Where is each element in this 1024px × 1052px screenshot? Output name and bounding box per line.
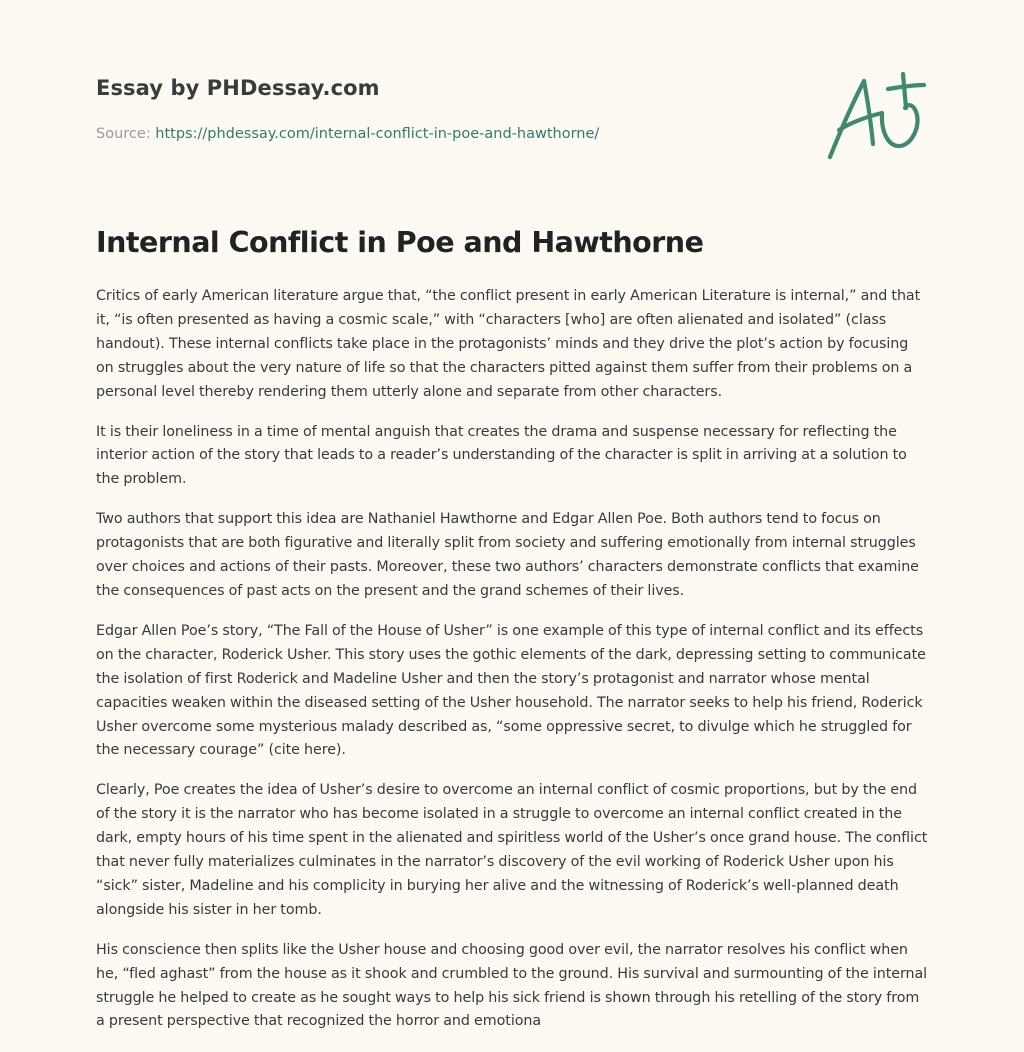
page-header [96,76,796,142]
paragraph: Edgar Allen Poe’s story, “The Fall of the House of Usher” is one example of this type of internal conflict and its effects on the character, Roderick Usher. This story uses the gothic elements of the dark, depressing setting to communicate the isolation of first Roderick and Madeline Usher and then the story’s protagonist and narrator whose mental capacities weaken within the diseased setting of the Usher household. The narrator seeks to help his friend, Roderick Usher overcome some mysterious malady described as, “some oppressive secret, to divulge which he struggled for the necessary courage” (cite here). [96,622,926,759]
source-line [96,126,796,142]
source-label: Source: [96,126,156,142]
source-link[interactable]: https://phdessay.com/internal-conflict-in-poe-and-hawthorne/ [155,126,600,142]
paragraph: Clearly, Poe creates the idea of Usher’s desire to overcome an internal conflict of cosmic proportions, but by the end of the story it is the narrator who has become isolated in a struggle to overcome an internal conflict created in the dark, empty hours of his time spent in the alienated and spiritless world of the Usher’s once grand house. The conflict that never fully materializes culminates in the narrator’s discovery of the evil working of Roderick Usher upon his “sick” sister, Madeline and his complicity in burying her alive and the witnessing of Roderick’s well-planned death alongside his sister in her tomb. [96,782,928,918]
article-title: Internal Conflict in Poe and Hawthorne [96,226,704,259]
brand-title: Essay by PHDessay.com [96,76,380,100]
paragraph: His conscience then splits like the Usher house and choosing good over evil, the narrator resolves his conflict when he, “fled aghast” from the house as it shook and crumbled to the ground. His survival and surmounting of the internal struggle he helped to create as he sought ways to help his sick friend is shown through his retelling of the story from a present perspective that recognized the horror and emotiona [96,941,928,1030]
paragraph: It is their loneliness in a time of mental anguish that creates the drama and suspense necessary for reflecting the interior action of the story that leads to a reader’s understanding of the character is split in arriving at a solution to the problem. [96,423,907,488]
paragraph: Critics of early American literature argue that, “the conflict present in early American Literature is internal,” and that it, “is often presented as having a cosmic scale,” with “characters [who] are often alienated and isolated” (class handout). These internal conflicts take place in the protagonists’ minds and they drive the plot’s action by focusing on struggles about the very nature of life so that the characters pitted against them suffer from their problems on a personal level thereby rendering them utterly alone and separate from other characters. [96,288,921,400]
paragraph: Two authors that support this idea are Nathaniel Hawthorne and Edgar Allen Poe. Both authors tend to focus on protagonists that are both figurative and literally split from society and suffering emotionally from internal struggles over choices and actions of their pasts. Moreover, these two authors’ characters demonstrate conflicts that examine the consequences of past acts on the present and the grand schemes of their lives. [96,511,919,599]
article-body [96,285,929,1050]
a-plus-logo-icon [824,70,926,162]
